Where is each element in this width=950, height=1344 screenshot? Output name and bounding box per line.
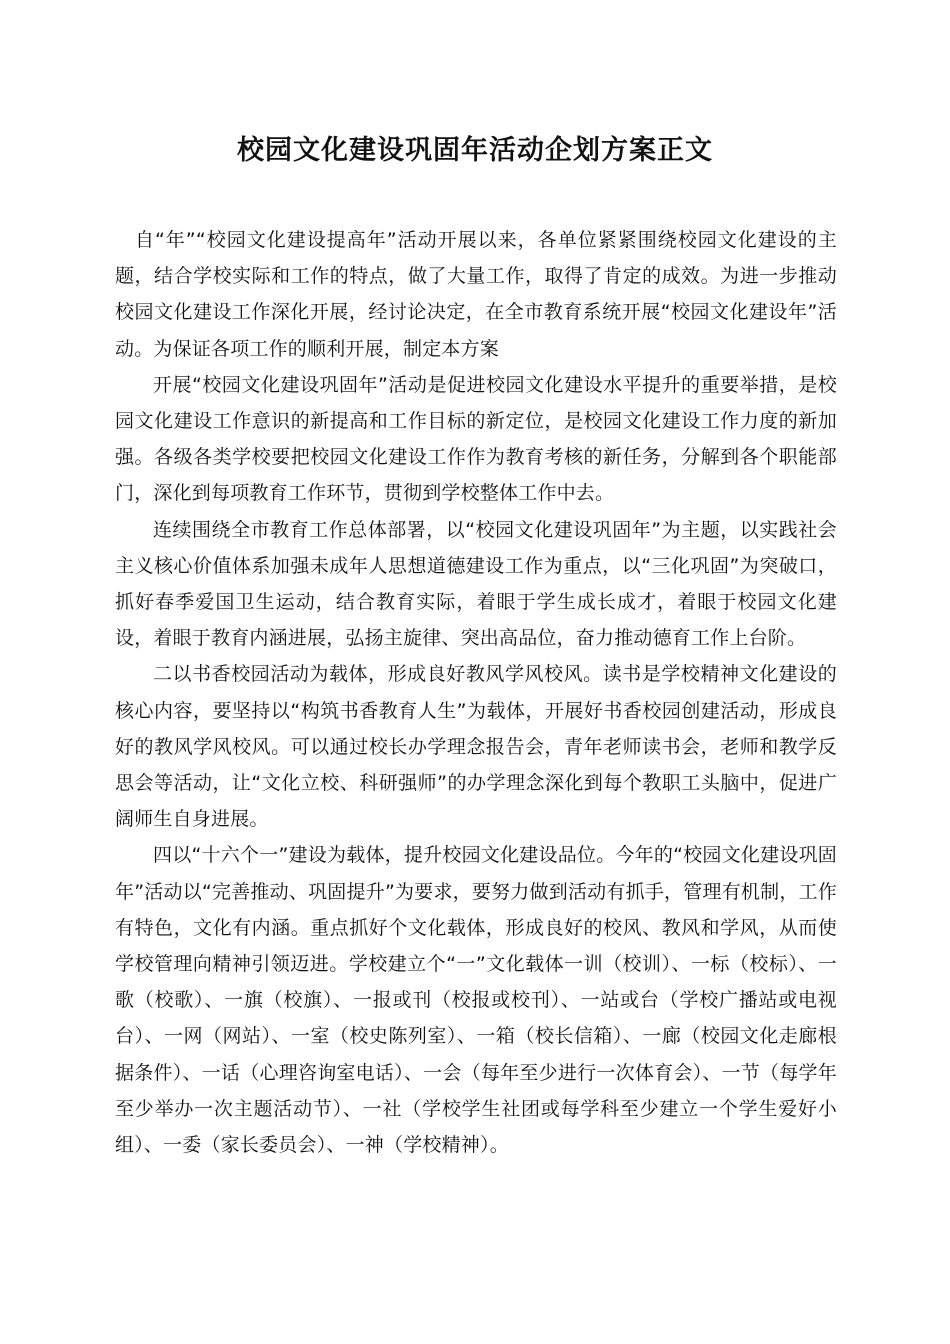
document-body bbox=[115, 222, 837, 1163]
paragraph-sixteen-ones: 四以“十六个一”建设为载体，提升校园文化建设品位。今年的“校园文化建设巩固年”活动以“完善推动、巩固提升”为要求，要努力做到活动有抓手，管理有机制，工作有特色，文化有内涵。重点抓好个文化载体，形成良好的校风、教风和学风，从而使学校管理向精神引领迈进。学校建立个“一”文化载体一训（校训）、一标（校标）、一歌（校歌）、一旗（校旗）、一报或刊（校报或校刊）、一站或台（学校广播站或电视台）、一网（网站）、一室（校史陈列室）、一箱（校长信箱）、一廊（校园文化走廊根据条件）、一话（心理咨询室电话）、一会（每年至少进行一次体育会）、一节（每学年至少举办一次主题活动节）、一社（学校学生社团或每学科至少建立一个学生爱好小组）、一委（家长委员会）、一神（学校精神）。 bbox=[115, 844, 837, 1157]
paragraph-guiding-thought: 连续围绕全市教育工作总体部署，以“校园文化建设巩固年”为主题，以实践社会主义核心价值体系加强未成年人思想道德建设工作为重点，以“三化巩固”为突破口，抓好春季爱国卫生运动，结合教育实际，着眼于学生成长成才，着眼于校园文化建设，着眼于教育内涵进展，弘扬主旋律、突出高品位，奋力推动德育工作上台阶。 bbox=[115, 518, 837, 650]
paragraph-intro: 自“年”“校园文化建设提高年”活动开展以来，各单位紧紧围绕校园文化建设的主题，结合学校实际和工作的特点，做了大量工作，取得了肯定的成效。为进一步推动校园文化建设工作深化开展，经讨论决定，在全市教育系统开展“校园文化建设年”活动。为保证各项工作的顺利开展，制定本方案 bbox=[115, 229, 837, 360]
paragraph-significance: 开展“校园文化建设巩固年”活动是促进校园文化建设水平提升的重要举措，是校园文化建设工作意识的新提高和工作目标的新定位，是校园文化建设工作力度的新加强。各级各类学校要把校园文化建设工作作为教育考核的新任务，分解到各个职能部门，深化到每项教育工作环节，贯彻到学校整体工作中去。 bbox=[115, 373, 837, 505]
document-title: 校园文化建设巩固年活动企划方案正文 bbox=[237, 135, 713, 166]
paragraph-book-campus: 二以书香校园活动为载体，形成良好教风学风校风。读书是学校精神文化建设的核心内容，要坚持以“构筑书香教育人生”为载体，开展好书香校园创建活动，形成良好的教风学风校风。可以通过校长办学理念报告会，青年老师读书会，老师和教学反思会等活动，让“文化立校、科研强师”的办学理念深化到每个教职工头脑中，促进广阔师生自身进展。 bbox=[115, 663, 837, 831]
